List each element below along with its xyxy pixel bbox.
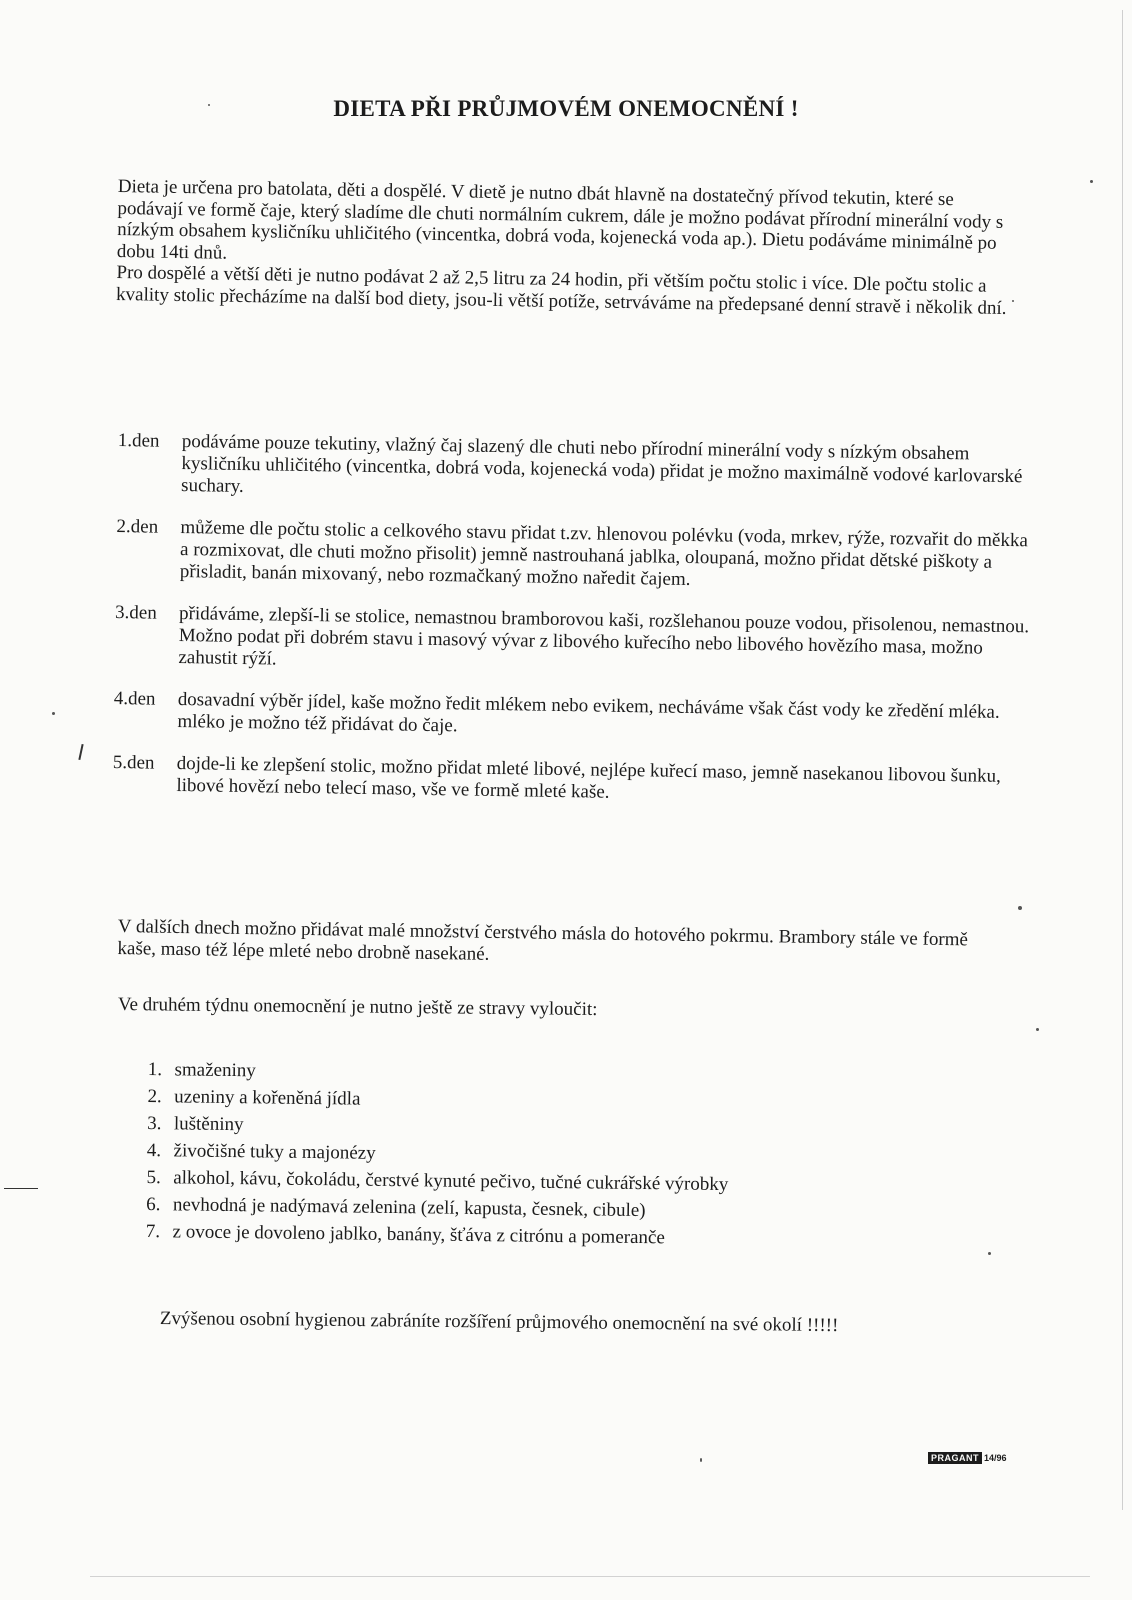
- list-item-number: 5.: [146, 1166, 161, 1189]
- day-entry-3: [114, 602, 1035, 682]
- scan-edge-mark: [90, 1576, 1090, 1577]
- scan-speck: [1018, 906, 1022, 910]
- list-item-number: 6.: [146, 1193, 161, 1216]
- scan-speck: [1036, 1028, 1039, 1031]
- diet-days: [112, 430, 1038, 810]
- exclude-heading: Ve druhém týdnu onemocnění je nutno ještě ze stravy vyloučit:: [117, 994, 598, 1021]
- list-item-text: alkohol, kávu, čokoládu, čerstvé kynuté pečivo, tučné cukrářské výrobky: [173, 1167, 729, 1196]
- day-text: dosavadní výběr jídel, kaše možno ředit mlékem nebo evikem, necháváme však část vody ke zředění mléka. mléko je možno též přidávat do čaje.: [177, 688, 1000, 737]
- document-title: DIETA PŘI PRŮJMOVÉM ONEMOCNĚNÍ !: [333, 96, 799, 121]
- intro-paragraph-1: Dieta je určena pro batolata, děti a dospělé. V dietě je nutno dbát hlavně na dostatečný přívod tekutin, které se podávají ve formě čaje, který sladíme dle chuti normálním cukrem, dále je možno podávat přírodní minerální vody s nízkým obsahem kysličníku uhličitého (vincentka, dobrá voda, kojenecká voda ap.). Dietu podáváme minimálně po dobu 14ti dnů.: [116, 176, 1004, 264]
- list-item-text: nevhodná je nadýmavá zelenina (zelí, kapusta, česnek, cibule): [172, 1194, 646, 1222]
- intro-paragraph-2: Pro dospělé a větší děti je nutno podávat 2 až 2,5 litru za 24 hodin, při větším počtu stolic i více. Dle počtu stolic a kvality stolic přecházíme na další bod diety, jsou-li větší potíže, setrváváme na předepsané denní stravě i několik dní.: [115, 261, 1007, 319]
- day-text: dojde-li ke zlepšení stolic, možno přidat mleté libové, nejlépe kuřecí maso, jemně nasekanou libovou šunku, libové hovězí nebo telecí maso, vše ve formě mleté kaše.: [176, 752, 1002, 803]
- list-item-number: 2.: [147, 1085, 162, 1108]
- list-item-number: 3.: [147, 1112, 162, 1135]
- day-text: můžeme dle počtu stolic a celkového stavu přidat t.zv. hlenovou polévku (voda, mrkev, rýže, rozvařit do měkka a rozmixovat, dle chuti možno přisolit) jemně nastrouhaná jablka, oloupaná, možno přidat dětské piškoty a přisladit, banán mixovaný, nebo rozmačkaný možno naředit čajem.: [179, 516, 1029, 591]
- day-label: 5.den: [112, 751, 155, 774]
- list-item-number: 7.: [145, 1220, 161, 1243]
- scan-speck: [52, 712, 55, 715]
- scan-edge-mark: [4, 1188, 38, 1189]
- list-item-text: luštěniny: [173, 1113, 244, 1136]
- later-days-text: V dalších dnech možno přidávat malé množství čerstvého másla do hotového pokrmu. Brambory stále ve formě kaše, maso též lépe mleté nebo drobně nasekané.: [117, 916, 969, 965]
- list-item-text: smaženiny: [174, 1059, 256, 1082]
- intro-section: [116, 176, 1018, 319]
- day-entry-2: [116, 516, 1037, 596]
- list-item-number: 4.: [146, 1139, 162, 1162]
- publisher-mark: [928, 1452, 1007, 1464]
- scan-edge-mark: [1122, 10, 1123, 1510]
- later-days-paragraph: [117, 916, 1008, 974]
- day-entry-5: [112, 752, 1033, 810]
- day-text: podáváme pouze tekutiny, vlažný čaj slazený dle chuti nebo přírodní minerální vody s nízkým obsahem kysličníku uhličitého (vincentka, dobrá voda, kojenecká voda) přidat je možno maximálně vodové karlovarské suchary.: [180, 431, 1023, 497]
- day-label: 1.den: [117, 430, 160, 452]
- scan-speck: [1090, 180, 1093, 183]
- day-label: 4.den: [113, 687, 156, 710]
- scan-edge-mark: [78, 744, 83, 760]
- day-label: 2.den: [116, 515, 159, 538]
- brand-logo: PRAGANT: [928, 1452, 982, 1464]
- day-entry-4: [113, 688, 1034, 746]
- list-item-text: uzeniny a kořeněná jídla: [174, 1086, 361, 1110]
- exclude-list: [146, 1056, 908, 1254]
- list-item-number: 1.: [147, 1058, 163, 1081]
- list-item-text: živočišné tuky a majonézy: [173, 1140, 376, 1164]
- scan-speck: [208, 104, 210, 106]
- day-entry-1: [117, 430, 1038, 510]
- scan-speck: [988, 1252, 991, 1255]
- brand-code: 14/96: [984, 1453, 1007, 1463]
- scan-speck: [700, 1458, 702, 1462]
- list-item-text: z ovoce je dovoleno jablko, banány, šťáva z citrónu a pomeranče: [172, 1221, 665, 1249]
- day-label: 3.den: [114, 601, 157, 624]
- day-text: přidáváme, zlepší-li se stolice, nemastnou bramborovou kaši, rozšlehanou pouze vodou, přisolenou, nemastnou. Možno podat při dobrém stavu i masový vývar z libového kuřecího nebo libového hovězího masa, možno zahustit rýží.: [178, 602, 1030, 670]
- scan-speck: [1012, 300, 1014, 302]
- closing-note: Zvýšenou osobní hygienou zabráníte rozšíření průjmového onemocnění na své okolí !!!!!: [159, 1308, 839, 1337]
